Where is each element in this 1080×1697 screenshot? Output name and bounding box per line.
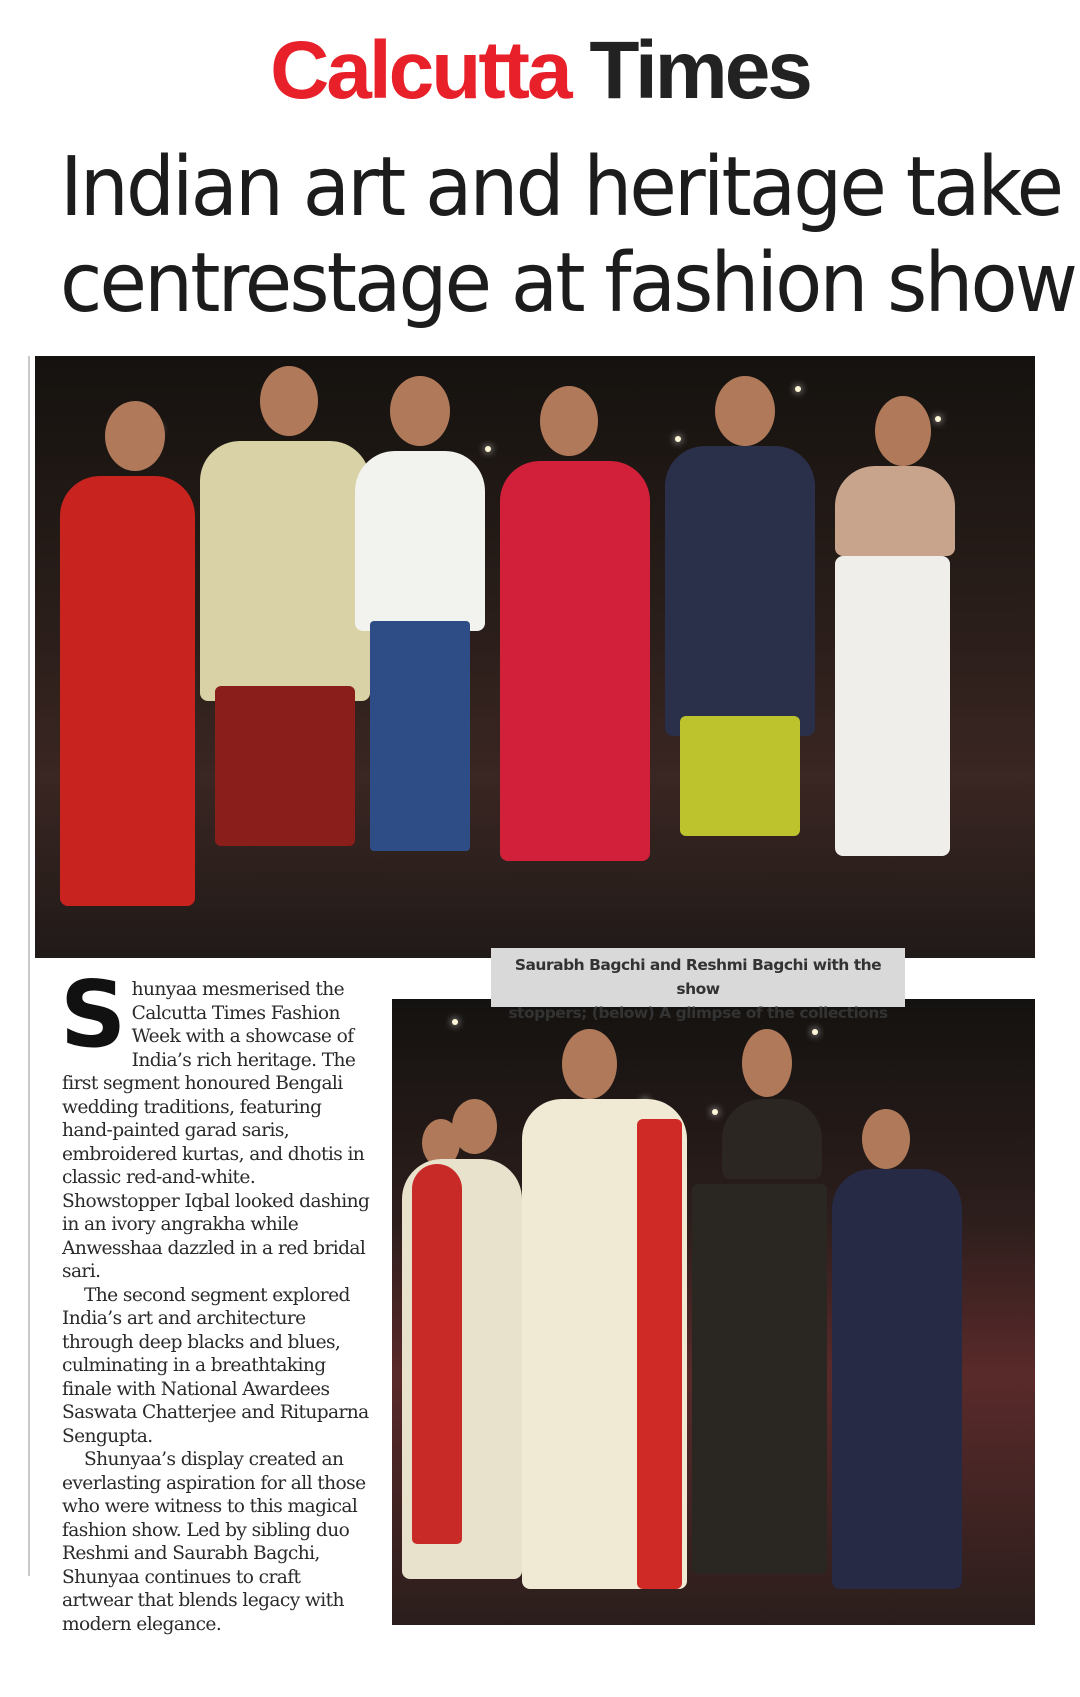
masthead-calcutta: Calcutta xyxy=(270,25,570,116)
photo-caption xyxy=(491,948,905,1022)
headline xyxy=(60,140,1076,332)
caption-line-1: Saurabh Bagchi and Reshmi Bagchi with the show xyxy=(514,956,882,998)
masthead-times: Times xyxy=(589,25,810,116)
paragraph-text: hunyaa mesmerised the Calcutta Times Fashion Week with a showcase of India’s rich heritage. The first segment honoured Bengali wedding traditions, featuring hand-painted garad saris, embroidered kurtas, and dhotis in classic red-and-white. Showstopper Iqbal looked dashing in an ivory angrakha while Anwesshaa dazzled in a red bridal sari. xyxy=(62,979,370,1282)
column-divider xyxy=(28,356,30,1576)
article-paragraph-2: The second segment explored India’s art and architecture through deep blacks and blues, culminating in a breathtaking finale with National Awardees Saswata Chatterjee and Rituparna Sengupta. xyxy=(62,1284,369,1447)
headline-line-2: centrestage at fashion show xyxy=(60,236,1076,331)
headline-line-1: Indian art and heritage take xyxy=(60,140,1062,235)
article-body xyxy=(60,961,370,1636)
masthead-logo xyxy=(0,25,1080,116)
drop-cap: S xyxy=(60,961,126,1068)
article-paragraph-3: Shunyaa’s display created an everlasting aspiration for all those who were witness to this magical fashion show. Led by sibling duo Reshmi and Saurabh Bagchi, Shunyaa continues to craft artwear that blends legacy with modern elegance. xyxy=(62,1449,366,1635)
showstoppers-photo xyxy=(35,356,1035,958)
article-paragraph-1 xyxy=(60,961,370,1284)
caption-line-2: stoppers; (below) A glimpse of the collections xyxy=(508,1004,888,1022)
collections-photo xyxy=(392,999,1035,1625)
